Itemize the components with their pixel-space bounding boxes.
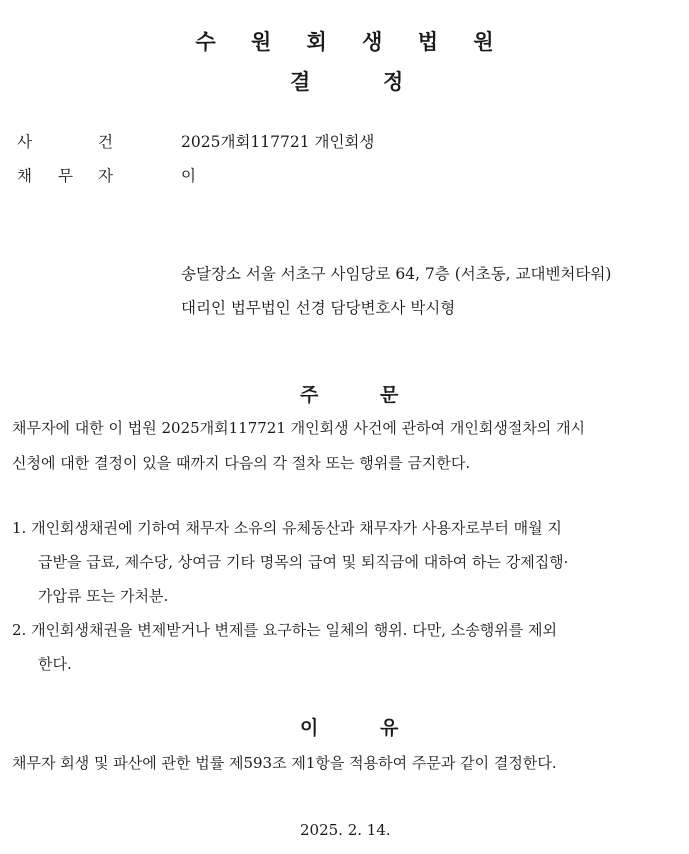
document-type-char-1: 결 — [290, 70, 311, 94]
reason-heading-char-1: 이 — [300, 717, 319, 739]
order-item-2-line-2: 한다. — [38, 655, 72, 673]
debtor-name: 이 — [181, 167, 196, 185]
court-name: 수 원 회 생 법 원 — [195, 30, 508, 54]
debtor-label-char-2: 무 — [58, 167, 73, 185]
case-label-char-2: 건 — [98, 133, 113, 151]
decision-date: 2025. 2. 14. — [300, 821, 391, 839]
case-label-char-1: 사 — [17, 133, 32, 151]
debtor-label-char-1: 채 — [17, 167, 32, 185]
service-address: 송달장소 서울 서초구 사임당로 64, 7층 (서초동, 교대벤처타워) — [181, 265, 612, 283]
reason-heading-char-2: 유 — [380, 717, 399, 739]
case-number: 2025개회117721 개인회생 — [181, 133, 375, 151]
order-item-2-line-1: 2. 개인회생채권을 변제받거나 변제를 요구하는 일체의 행위. 다만, 소송행위를 제외 — [12, 621, 557, 639]
order-item-1-line-2: 급받을 급료, 제수당, 상여금 기타 명목의 급여 및 퇴직금에 대하여 하는 강제집행· — [38, 553, 569, 571]
debtor-label-char-3: 자 — [98, 167, 113, 185]
order-heading-char-2: 문 — [380, 384, 399, 406]
order-heading-char-1: 주 — [300, 384, 319, 406]
legal-agent: 대리인 법무법인 선경 담당변호사 박시형 — [181, 299, 456, 317]
order-item-1-line-3: 가압류 또는 가처분. — [38, 587, 169, 605]
order-intro-line-2: 신청에 대한 결정이 있을 때까지 다음의 각 절차 또는 행위를 금지한다. — [12, 454, 471, 472]
document-type-char-2: 정 — [383, 70, 404, 94]
order-item-1-line-1: 1. 개인회생채권에 기하여 채무자 소유의 유체동산과 채무자가 사용자로부터 매월 지 — [12, 519, 562, 537]
order-intro-line-1: 채무자에 대한 이 법원 2025개회117721 개인회생 사건에 관하여 개인회생절차의 개시 — [12, 419, 586, 437]
reason-text: 채무자 회생 및 파산에 관한 법률 제593조 제1항을 적용하여 주문과 같이 결정한다. — [12, 754, 557, 772]
